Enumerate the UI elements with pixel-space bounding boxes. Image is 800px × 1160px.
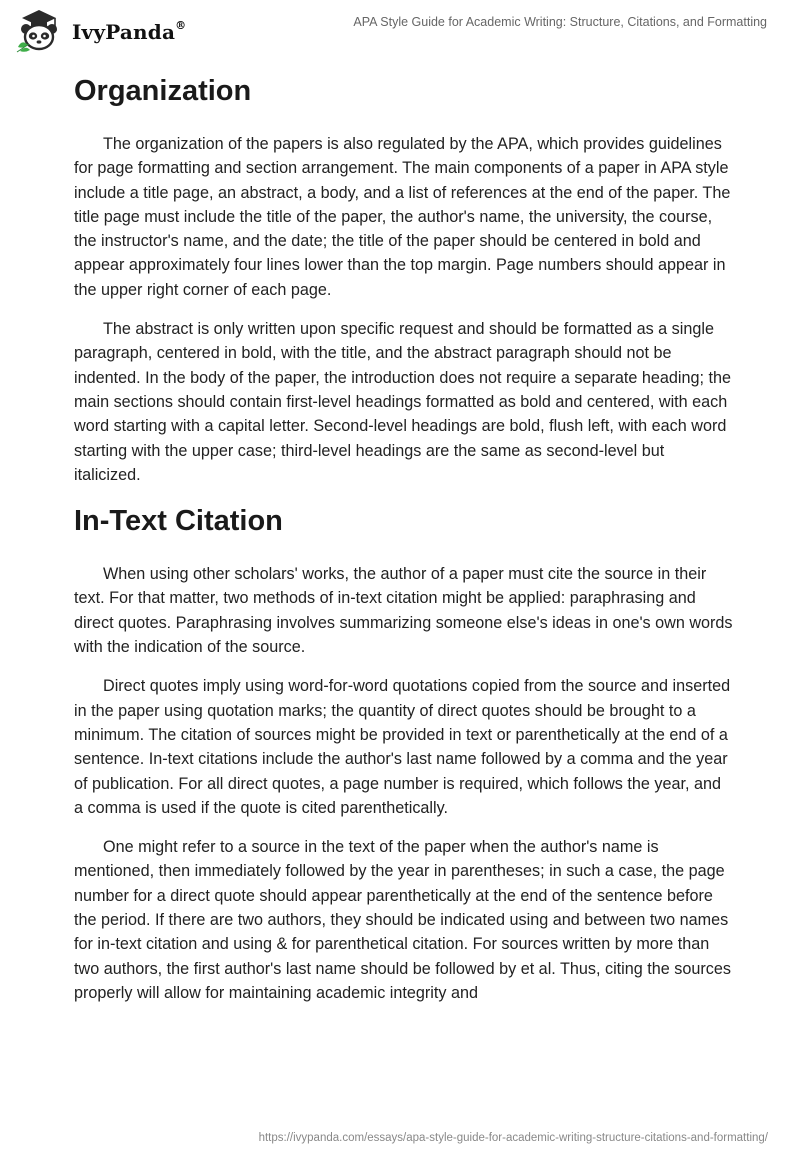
- paragraph: One might refer to a source in the text of the paper when the author's name is mentioned, then immediately followed by the year in parentheses; in such a case, the page number for a direct quote should appear parenthetically at the end of the sentence before the period. If there are two authors, they should be indicated using and between two names for in-text citation and using & for parenthetical citation. For sources written by more than two authors, the first author's last name should be followed by et al. Thus, citing the sources properly will allow for maintaining academic integrity and: [74, 838, 731, 1002]
- paragraph: The organization of the papers is also regulated by the APA, which provides guidelines for page formatting and section arrangement. The main components of a paper in APA style include a title page, an abstract, a body, and a list of references at the end of the paper. The title page must include the title of the paper, the author's name, the university, the course, the instructor's name, and the date; the title of the paper should be centered in bold and appear approximately four lines lower than the top margin. Page numbers should appear in the upper right corner of each page.: [74, 135, 731, 299]
- section-heading-organization: Organization: [74, 75, 252, 107]
- brand-logo[interactable]: [14, 8, 186, 52]
- document-title: APA Style Guide for Academic Writing: Structure, Citations, and Formatting: [353, 15, 767, 29]
- paragraph: When using other scholars' works, the author of a paper must cite the source in their text. For that matter, two methods of in-text citation might be applied: paraphrasing and direct quotes. Paraphrasing involves summarizing someone else's ideas in one's own words with the indication of the source.: [74, 565, 733, 657]
- article-body: [74, 72, 734, 1005]
- section-heading-in-text-citation: In-Text Citation: [74, 505, 283, 538]
- paragraph: The abstract is only written upon specific request and should be formatted as a single paragraph, centered in bold, with the title, and the abstract paragraph should not be indented. In the body of the paper, the introduction does not require a separate heading; the main sections should contain first-level headings formatted as bold and centered, with each word starting with a capital letter. Second-level headings are bold, flush left, with each word starting with the upper case; third-level headings are the same as second-level but italicized.: [74, 320, 731, 484]
- source-url[interactable]: https://ivypanda.com/essays/apa-style-guide-for-academic-writing-structure-citations-and-formatting/: [258, 1132, 768, 1144]
- paragraph: Direct quotes imply using word-for-word quotations copied from the source and inserted in the paper using quotation marks; the quantity of direct quotes should be brought to a minimum. The citation of sources might be provided in text or parenthetically at the end of a sentence. In-text citations include the author's last name followed by a comma and the year of publication. For all direct quotes, a page number is required, which follows the year, and a comma is used if the quote is cited parenthetically.: [74, 677, 731, 817]
- panda-graduate-icon: [14, 7, 64, 53]
- brand-name: IvyPanda®: [72, 19, 187, 44]
- page-header: [0, 0, 800, 60]
